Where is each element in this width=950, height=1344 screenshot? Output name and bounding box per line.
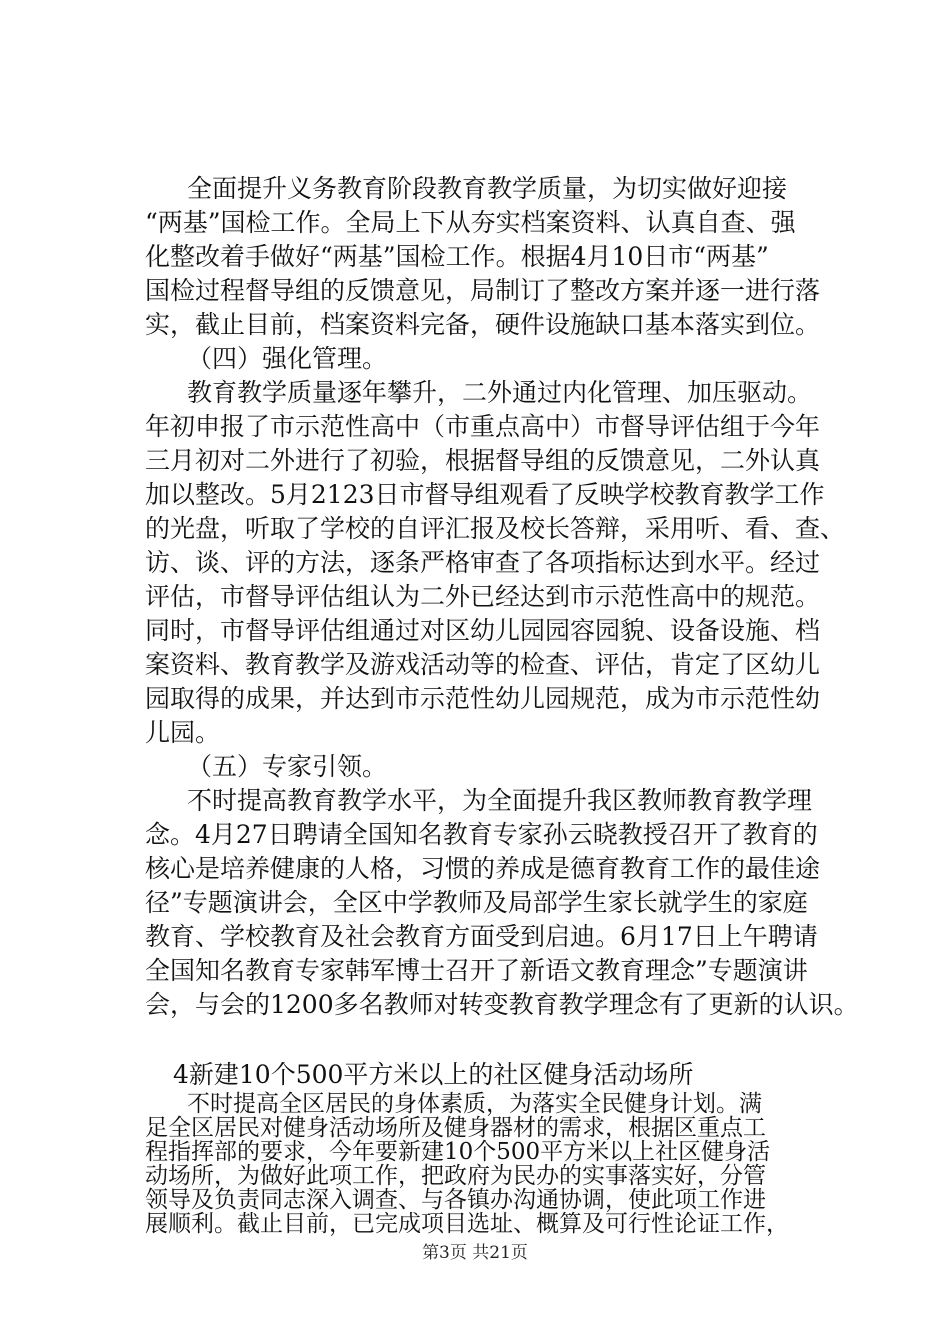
text-line: 全面提升义务教育阶段教育教学质量，为切实做好迎接 bbox=[187, 174, 788, 203]
text-line: 教育、学校教育及社会教育方面受到启迪。6月17日上午聘请 bbox=[145, 922, 818, 951]
text-line: 评估，市督导评估组认为二外已经达到市示范性高中的规范。 bbox=[145, 582, 821, 611]
text-line: 全国知名教育专家韩军博士召开了新语文教育理念”专题演讲 bbox=[145, 956, 808, 985]
text-line: 动场所，为做好此项工作，把政府为民办的实事落实好，分管 bbox=[145, 1163, 766, 1189]
text-line: 化整改着手做好“两基”国检工作。根据4月10日市“两基” bbox=[145, 242, 769, 271]
section-heading: （五）专家引领。 bbox=[187, 752, 388, 781]
text-line: 同时，市督导评估组通过对区幼儿园园容园貌、设备设施、档 bbox=[145, 616, 821, 645]
text-line: 的光盘，听取了学校的自评汇报及校长答辩，采用听、看、查、 bbox=[145, 514, 846, 543]
text-line: 访、谈、评的方法，逐条严格审查了各项指标达到水平。经过 bbox=[145, 548, 821, 577]
text-line: 不时提高教育教学水平，为全面提升我区教师教育教学理 bbox=[187, 786, 813, 815]
text-line: 国检过程督导组的反馈意见，局制订了整改方案并逐一进行落 bbox=[145, 276, 821, 305]
page-footer: 第3页 共21页 bbox=[422, 1243, 528, 1263]
text-line: 实，截止目前，档案资料完备，硬件设施缺口基本落实到位。 bbox=[145, 310, 821, 339]
text-line: 足全区居民对健身活动场所及健身器材的需求，根据区重点工 bbox=[145, 1115, 766, 1141]
text-line: 领导及负责同志深入调查、与各镇办沟通协调，使此项工作进 bbox=[145, 1187, 766, 1213]
text-line: 三月初对二外进行了初验，根据督导组的反馈意见，二外认真 bbox=[145, 446, 821, 475]
text-line: 程指挥部的要求，今年要新建10个500平方米以上社区健身活 bbox=[145, 1139, 771, 1165]
text-line: 园取得的成果，并达到市示范性幼儿园规范，成为市示范性幼 bbox=[145, 684, 821, 713]
text-line: 教育教学质量逐年攀升，二外通过内化管理、加压驱动。 bbox=[187, 378, 813, 407]
text-line: 案资料、教育教学及游戏活动等的检查、评估，肯定了区幼儿 bbox=[145, 650, 821, 679]
section-heading: 4新建10个500平方米以上的社区健身活动场所 bbox=[173, 1060, 694, 1089]
text-line: 核心是培养健康的人格，习惯的养成是德育教育工作的最佳途 bbox=[145, 854, 821, 883]
text-line: 加以整改。5月2123日市督导组观看了反映学校教育教学工作 bbox=[145, 480, 825, 509]
text-line: 径”专题演讲会，全区中学教师及局部学生家长就学生的家庭 bbox=[145, 888, 808, 917]
text-line: 儿园。 bbox=[145, 718, 221, 747]
text-line: “两基”国检工作。全局上下从夯实档案资料、认真自查、强 bbox=[145, 208, 796, 237]
text-line: 年初申报了市示范性高中（市重点高中）市督导评估组于今年 bbox=[145, 412, 821, 441]
text-line: 念。4月27日聘请全国知名教育专家孙云晓教授召开了教育的 bbox=[145, 820, 818, 849]
section-heading: （四）强化管理。 bbox=[187, 344, 388, 373]
text-line: 展顺利。截止目前，已完成项目选址、概算及可行性论证工作， bbox=[145, 1211, 789, 1237]
text-line: 不时提高全区居民的身体素质，为落实全民健身计划。满 bbox=[187, 1091, 762, 1117]
text-line: 会，与会的1200多名教师对转变教育教学理念有了更新的认识。 bbox=[145, 990, 859, 1019]
